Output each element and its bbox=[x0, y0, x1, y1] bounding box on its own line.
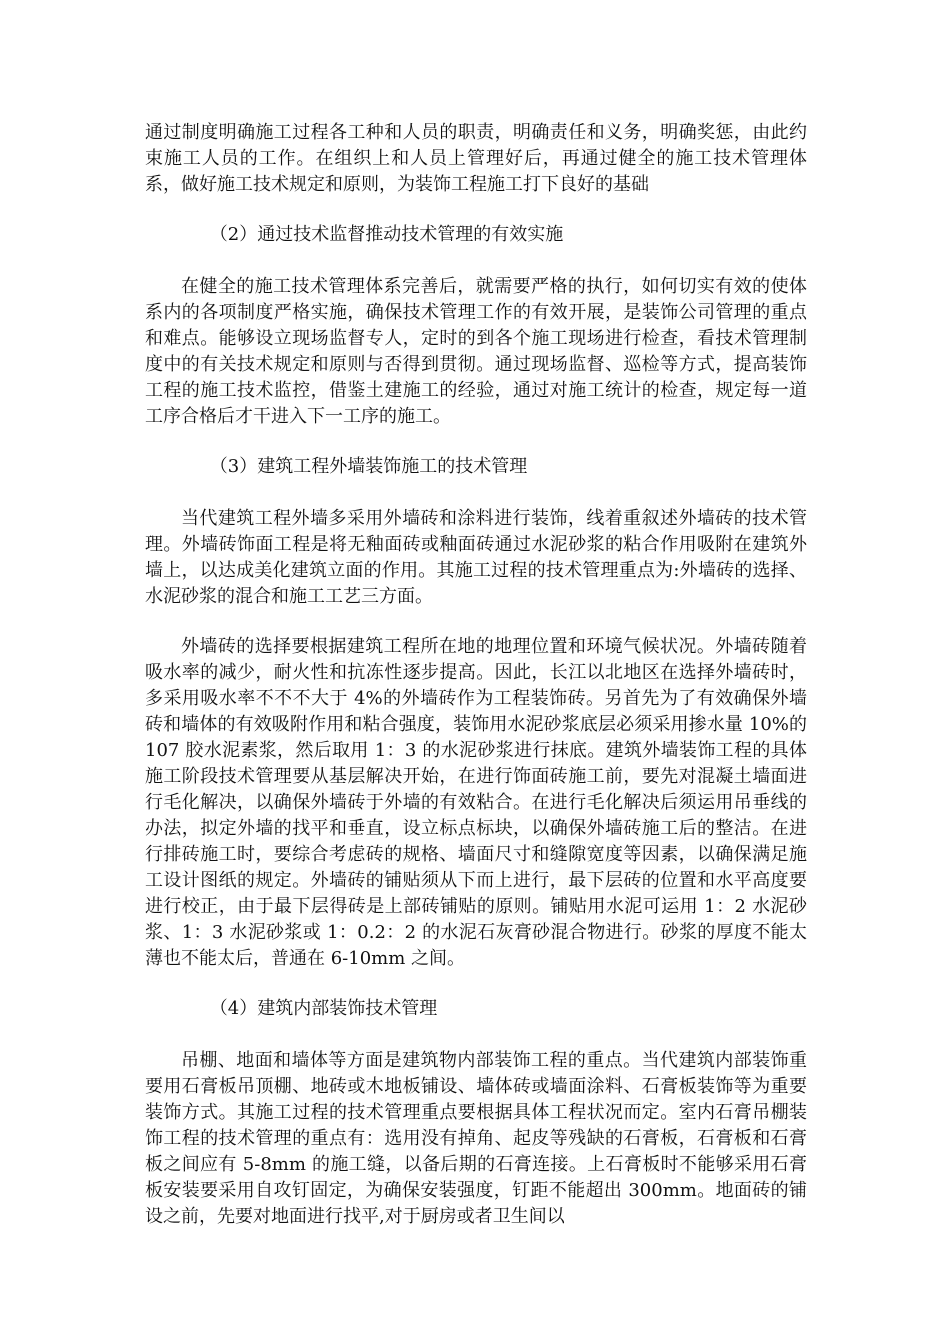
paragraph-exterior-wall-intro: 当代建筑工程外墙多采用外墙砖和涂料进行装饰，线着重叙述外墙砖的技术管理。外墙砖饰面工程是将无釉面砖或釉面砖通过水泥砂浆的粘合作用吸附在建筑外墙上，以达成美化建筑立面的作用。其施工过程的技术管理重点为:外墙砖的选择、水泥砂浆的混合和施工工艺三方面。 bbox=[145, 508, 807, 607]
document-body bbox=[145, 120, 807, 1254]
paragraph-technical-supervision: 在健全的施工技术管理体系完善后，就需要严格的执行，如何切实有效的使体系内的各项制度严格实施，确保技术管理工作的有效开展，是装饰公司管理的重点和难点。能够设立现场监督专人，定时的到各个施工现场进行检查，看技术管理制度中的有关技术规定和原则与否得到贯彻。通过现场监督、巡检等方式，提高装饰工程的施工技术监控，借鉴土建施工的经验，通过对施工统计的检查，规定每一道工序合格后才干进入下一工序的施工。 bbox=[145, 276, 807, 427]
paragraph-continuation: 通过制度明确施工过程各工种和人员的职责，明确责任和义务，明确奖惩，由此约束施工人员的工作。在组织上和人员上管理好后，再通过健全的施工技术管理体系，做好施工技术规定和原则，为装饰工程施工打下良好的基础 bbox=[145, 122, 807, 195]
paragraph-exterior-tile-selection: 外墙砖的选择要根据建筑工程所在地的地理位置和环境气候状况。外墙砖随着吸水率的减少，耐火性和抗冻性逐步提高。因此，长江以北地区在选择外墙砖时，多采用吸水率不不不大于 4%的外墙砖作为工程装饰砖。另首先为了有效确保外墙砖和墙体的有效吸附作用和粘合强度，装饰用水泥砂浆底层必须采用掺水量 10%的 107 胶水泥素浆，然后取用 1：3 的水泥砂浆进行抹底。建筑外墙装饰工程的具体施工阶段技术管理要从基层解决开始，在进行饰面砖施工前，要先对混凝土墙面进行毛化解决，以确保外墙砖于外墙的有效粘合。在进行毛化解决后须运用吊垂线的办法，拟定外墙的找平和垂直，设立标点标块，以确保外墙砖施工后的整洁。在进行排砖施工时，要综合考虑砖的规格、墙面尺寸和缝隙宽度等因素，以确保满足施工设计图纸的规定。外墙砖的铺贴须从下而上进行，最下层砖的位置和水平高度要进行校正，由于最下层得砖是上部砖铺贴的原则。铺贴用水泥可运用 1：2 水泥砂浆、1：3 水泥砂浆或 1：0.2：2 的水泥石灰膏砂混合物进行。砂浆的厚度不能太薄也不能太后，普通在 6-10mm 之间。 bbox=[145, 636, 807, 969]
section-heading-2: （2）通过技术监督推动技术管理的有效实施 bbox=[209, 224, 564, 245]
section-heading-3: （3）建筑工程外墙装饰施工的技术管理 bbox=[209, 456, 528, 477]
section-heading-4: （4）建筑内部装饰技术管理 bbox=[209, 998, 438, 1019]
paragraph-interior-decoration: 吊棚、地面和墙体等方面是建筑物内部装饰工程的重点。当代建筑内部装饰重要用石膏板吊顶棚、地砖或木地板铺设、墙体砖或墙面涂料、石膏板装饰等为重要装饰方式。其施工过程的技术管理重点要根据具体工程状况而定。室内石膏吊棚装饰工程的技术管理的重点有：选用没有掉角、起皮等残缺的石膏板，石膏板和石膏板之间应有 5-8mm 的施工缝，以备后期的石膏连接。上石膏板时不能够采用石膏板安装要采用自攻钉固定，为确保安装强度，钉距不能超出 300mm。地面砖的铺设之前，先要对地面进行找平,对于厨房或者卫生间以 bbox=[145, 1050, 807, 1227]
